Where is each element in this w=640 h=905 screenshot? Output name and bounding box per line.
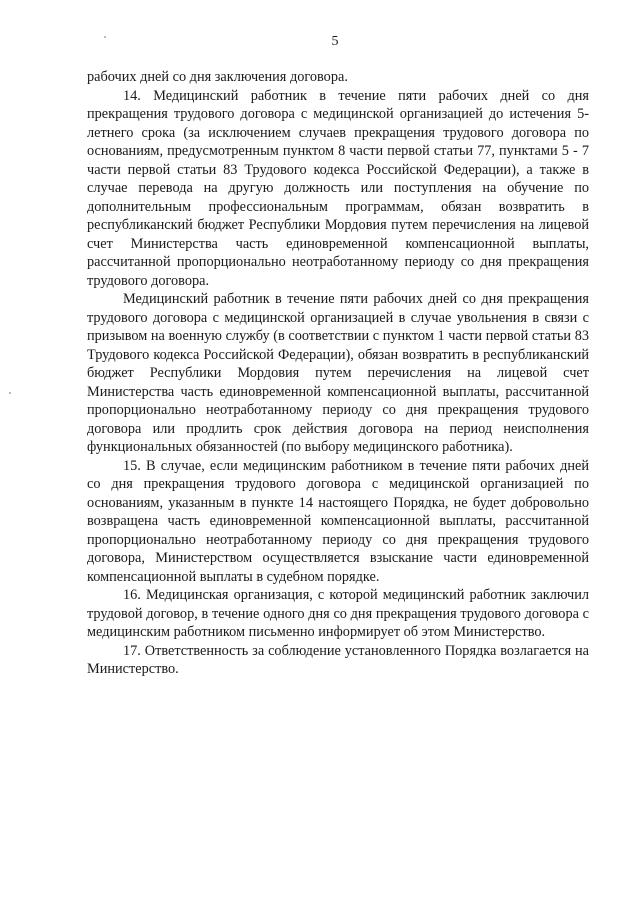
scan-artifact bbox=[9, 392, 11, 394]
page-number: 5 bbox=[331, 34, 339, 49]
paragraph-15: 15. В случае, если медицинским работником в течение пяти рабочих дней со дня прекращения трудового договора с медицинской организацией по основаниям, указанным в пункте 14 настоящего Порядка, не будет добровольно возвращена часть единовременной компенсационной выплаты, рассчитанной пропорционально неотработанному периоду со дня прекращения трудового договора, Министерством осуществляется взыскание части единовременной компенсационной выплаты в судебном порядке. bbox=[87, 457, 589, 585]
paragraph-17: 17. Ответственность за соблюдение установленного Порядка возлагается на Министерство. bbox=[87, 642, 589, 677]
paragraph-14: 14. Медицинский работник в течение пяти рабочих дней со дня прекращения трудового договора с медицинской организацией до истечения 5-летнего срока (за исключением случаев прекращения трудового договора по основаниям, предусмотренным пунктом 8 части первой статьи 77, пунктами 5 - 7 части первой статьи 83 Трудового кодекса Российской Федерации), а также в случае перевода на другую должность или поступления на обучение по дополнительным профессиональным программам, обязан возвратить в республиканский бюджет Республики Мордовия путем перечисления на лицевой счет Министерства часть единовременной компенсационной выплаты, рассчитанной пропорционально неотработанному периоду со дня прекращения трудового договора. bbox=[87, 87, 589, 289]
paragraph-16: 16. Медицинская организация, с которой медицинский работник заключил трудовой договор, в течение одного дня со дня прекращения трудового договора с медицинским работником письменно информирует об этом Министерство. bbox=[87, 587, 589, 640]
document-body bbox=[87, 68, 589, 679]
paragraph-military-service: Медицинский работник в течение пяти рабочих дней со дня прекращения трудового договора с медицинской организацией в случае увольнения в связи с призывом на военную службу (в соответствии с пунктом 1 части первой статьи 83 Трудового кодекса Российской Федерации), обязан возвратить в республиканский бюджет Республики Мордовия путем перечисления на лицевой счет Министерства часть единовременной компенсационной выплаты, рассчитанной пропорционально неотработанному периоду со дня прекращения трудового договора или продлить срок действия договора на период неисполнения функциональных обязанностей (по выбору медицинского работника). bbox=[87, 291, 589, 455]
paragraph-continuation: рабочих дней со дня заключения договора. bbox=[87, 69, 348, 85]
scan-artifact bbox=[104, 36, 106, 38]
